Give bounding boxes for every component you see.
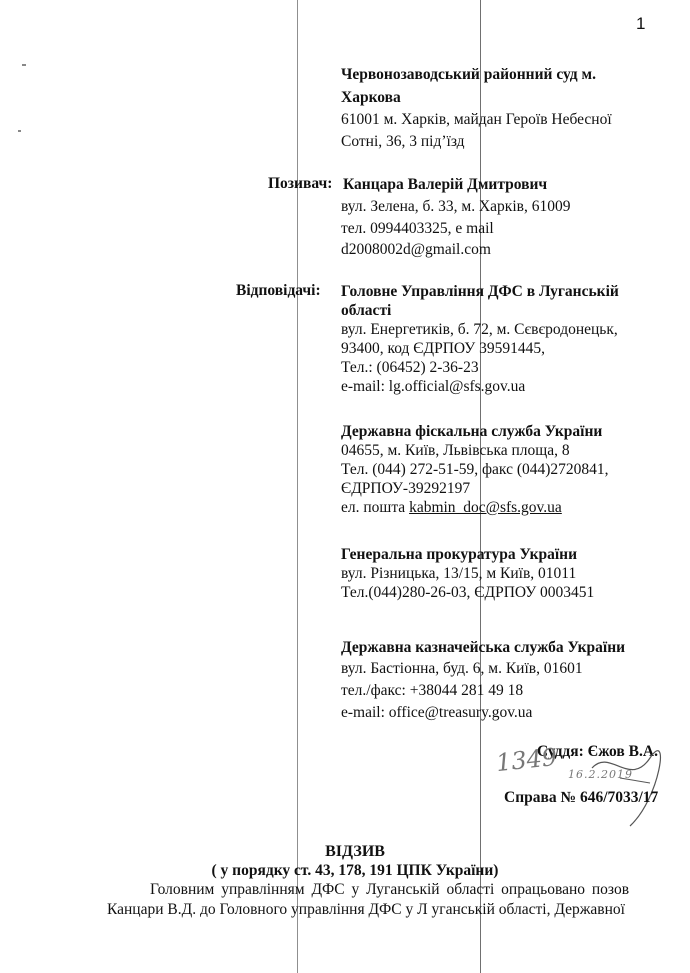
- court-name-line1: Червонозаводський районний суд м.: [341, 66, 596, 83]
- defendant4-address: вул. Бастіонна, буд. 6, м. Київ, 01601: [341, 660, 583, 677]
- plaintiff-email: d2008002d@gmail.com: [341, 241, 491, 258]
- defendant2-code: ЄДРПОУ-39292197: [341, 480, 471, 497]
- body-line1: Головним управлінням ДФС у Луганській області опрацьовано позов: [150, 881, 630, 898]
- defendant1-name-line2: області: [341, 302, 392, 319]
- defendant2-name: Державна фіскальна служба України: [341, 423, 603, 440]
- defendant3-address: вул. Різницька, 13/15, м Київ, 01011: [341, 565, 577, 582]
- scan-speck: [22, 64, 26, 66]
- court-name-line2: Харкова: [341, 89, 401, 106]
- plaintiff-label: Позивач:: [268, 175, 333, 192]
- defendant1-phone: Тел.: (06452) 2-36-23: [341, 359, 479, 376]
- scan-fold-line-right: [480, 0, 481, 973]
- document-title: ВІДЗИВ: [325, 843, 385, 860]
- defendant2-email-row: [341, 498, 562, 518]
- judge-line: Суддя: Єжов В.А.: [537, 743, 658, 760]
- case-number: Справа № 646/7033/17: [504, 789, 659, 806]
- defendant1-address-line1: вул. Енергетиків, б. 72, м. Сєвєродонецьк,: [341, 321, 618, 338]
- defendant1-name-line1: Головне Управління ДФС в Луганській: [341, 283, 619, 300]
- defendant3-name: Генеральна прокуратура України: [341, 546, 578, 563]
- registration-stamp-number: 1349: [494, 742, 559, 778]
- court-address-line2: Сотні, 36, 3 під’їзд: [341, 133, 465, 150]
- defendant2-email-link[interactable]: kabmin_doc@sfs.gov.ua: [409, 499, 562, 516]
- defendant1-email: e-mail: lg.official@sfs.gov.ua: [341, 378, 526, 395]
- plaintiff-phone: тел. 0994403325, e mail: [341, 220, 494, 237]
- signature-scribble: [590, 738, 670, 828]
- scan-fold-line-left: [297, 0, 298, 973]
- page-number: 1: [636, 14, 646, 33]
- document-subtitle: ( у порядку ст. 43, 178, 191 ЦПК України): [211, 862, 499, 879]
- defendants-label: Відповідачі:: [236, 282, 321, 299]
- scan-speck: [18, 130, 21, 132]
- plaintiff-address: вул. Зелена, б. 33, м. Харків, 61009: [341, 198, 571, 215]
- defendant1-address-line2: 93400, код ЄДРПОУ 39591445,: [341, 340, 545, 357]
- plaintiff-name: Канцара Валерій Дмитрович: [343, 176, 548, 193]
- defendant4-name: Державна казначейська служба України: [341, 639, 626, 656]
- registration-stamp-date: 16.2.2019: [568, 768, 633, 781]
- defendant2-address: 04655, м. Київ, Львівська площа, 8: [341, 442, 570, 459]
- court-address-line1: 61001 м. Харків, майдан Героїв Небесної: [341, 111, 612, 128]
- defendant2-phone: Тел. (044) 272-51-59, факс (044)2720841,: [341, 461, 609, 478]
- defendant3-phone: Тел.(044)280-26-03, ЄДРПОУ 0003451: [341, 584, 595, 601]
- body-line2: Канцари В.Д. до Головного управління ДФС у Л уганській області, Державної: [107, 901, 625, 918]
- defendant4-email: e-mail: office@treasury.gov.ua: [341, 704, 533, 721]
- defendant2-email-prefix: ел. пошта: [341, 499, 410, 516]
- defendant4-phone: тел./факс: +38044 281 49 18: [341, 682, 524, 699]
